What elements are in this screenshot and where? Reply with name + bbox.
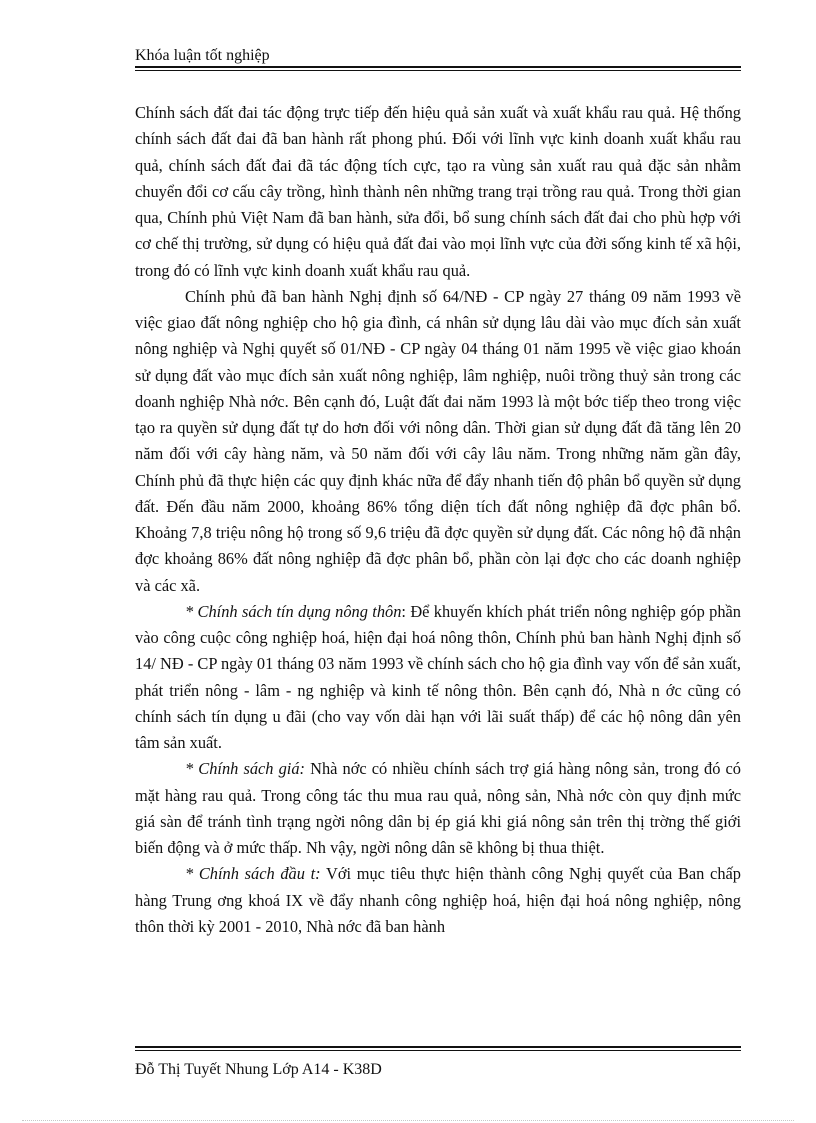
header-rule-thin bbox=[135, 70, 741, 71]
section-heading-price: * Chính sách giá: bbox=[185, 759, 306, 779]
body-text bbox=[135, 100, 741, 940]
footer-rule-thick bbox=[135, 1046, 741, 1048]
footer-rule-thin bbox=[135, 1050, 741, 1051]
paragraph-price-policy: * Chính sách giá: Nhà nớc có nhiều chính sách trợ giá hàng nông sản, trong đó có mặt hàng rau quả. Trong công tác thu mua rau quả, nông sản, Nhà nớc còn quy định mức giá sàn để tránh tình trạng ngời nông dân bị ép giá khi giá nông sản trên thị trờng thế giới biến động và ở mức thấp. Nh vậy, ngời nông dân sẽ không bị thua thiệt. bbox=[135, 759, 741, 857]
page-bottom-dotted-divider bbox=[22, 1120, 794, 1121]
section-heading-credit: * Chính sách tín dụng nông thôn bbox=[185, 601, 402, 621]
page-header-title: Khóa luận tốt nghiệp bbox=[135, 47, 270, 64]
paragraph-land-policy-intro: Chính sách đất đai tác động trực tiếp đến hiệu quả sản xuất và xuất khẩu rau quả. Hệ thống chính sách đất đai đã ban hành rất phong phú. Đối với lĩnh vực kinh doanh xuất khẩu rau quả, chính sách đất đai đã tác động tích cực, tạo ra vùng sản xuất rau quả đặc sản nhằm chuyển đổi cơ cấu cây trồng, hình thành nên những trang trại trồng rau quả. Trong thời gian qua, Chính phủ Việt Nam đã ban hành, sửa đổi, bổ sung chính sách đất đai cho phù hợp với cơ chế thị trường, sử dụng có hiệu quả đất đai vào mọi lĩnh vực của đời sống kinh tế xã hội, trong đó có lĩnh vực kinh doanh xuất khẩu rau quả. bbox=[135, 103, 741, 280]
paragraph-land-decrees: Chính phủ đã ban hành Nghị định số 64/NĐ - CP ngày 27 tháng 09 năm 1993 về việc giao đất nông nghiệp cho hộ gia đình, cá nhân sử dụng lâu dài vào mục đích sản xuất nông nghiệp và Nghị quyết số 01/NĐ - CP ngày 04 tháng 01 năm 1995 về việc giao khoán sử dụng đất vào mục đích sản xuất nông nghiệp, lâm nghiệp, nuôi trồng thuỷ sản trong các doanh nghiệp Nhà nớc. Bên cạnh đó, Luật đất đai năm 1993 là một bớc tiếp theo trong việc tạo ra quyền sử dụng đất tự do hơn đối với nông dân. Thời gian sử dụng đất đã tăng lên 20 năm đối với cây hàng năm, và 50 năm đối với cây lâu năm. Trong những năm gần đây, Chính phủ đã thực hiện các quy định khác nữa để đẩy nhanh tiến độ phân bổ quyền sử dụng đất. Đến đầu năm 2000, khoảng 86% tổng diện tích đất nông nghiệp đã đợc phân bổ. Khoảng 7,8 triệu nông hộ trong số 9,6 triệu đã đợc quyền sử dụng đất. Các nông hộ đã nhận đợc khoảng 86% đất nông nghiệp đã đợc phân bổ, phần còn lại đợc cho các doanh nghiệp và các xã. bbox=[135, 286, 741, 595]
header-rule-thick bbox=[135, 66, 741, 68]
paragraph-credit-policy: * Chính sách tín dụng nông thôn: Để khuyến khích phát triển nông nghiệp góp phần vào công cuộc công nghiệp hoá, hiện đại hoá nông thôn, Chính phủ ban hành Nghị định số 14/ NĐ - CP ngày 01 tháng 03 năm 1993 về chính sách cho hộ gia đình vay vốn để sản xuất, phát triển nông - lâm - ng nghiệp và kinh tế nông thôn. Bên cạnh đó, Nhà n ớc cũng có chính sách tín dụng u đãi (cho vay vốn dài hạn với lãi suất thấp) để các hộ nông dân yên tâm sản xuất. bbox=[135, 601, 741, 752]
section-heading-investment: * Chính sách đầu t: bbox=[185, 864, 321, 884]
paragraph-investment-policy: * Chính sách đầu t: Với mục tiêu thực hiện thành công Nghị quyết của Ban chấp hàng Trung ơng khoá IX về đẩy nhanh công nghiệp hoá, hiện đại hoá nông nghiệp, nông thôn thời kỳ 2001 - 2010, Nhà nớc đã ban hành bbox=[135, 864, 741, 936]
page-footer-author: Đỗ Thị Tuyết Nhung Lớp A14 - K38D bbox=[135, 1061, 382, 1078]
